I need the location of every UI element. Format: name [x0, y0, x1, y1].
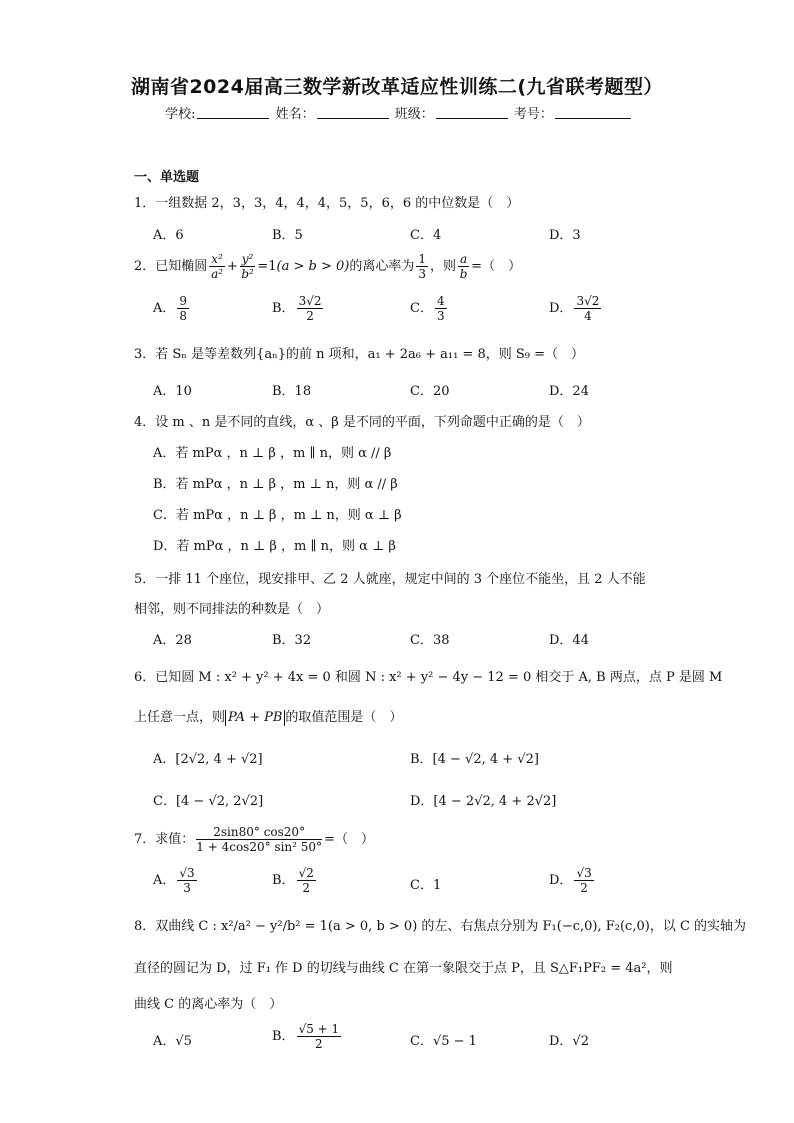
q1-option-b[interactable]: B．5 — [272, 228, 303, 243]
q2-stem-prefix: 2．已知椭圆 — [134, 259, 208, 274]
q4-option-a[interactable]: A．若 mPα ，n ⊥ β ，m ∥ n，则 α // β — [153, 446, 392, 461]
q2-option-d-num: 3√2 — [576, 294, 600, 308]
q3-option-b[interactable]: B．18 — [272, 384, 312, 399]
q7-option-d-num: √3 — [576, 866, 592, 880]
school-blank[interactable] — [197, 106, 269, 119]
q1-option-c[interactable]: C．4 — [410, 228, 442, 243]
q2-option-b-den: 2 — [306, 309, 314, 323]
q8-option-a[interactable]: A．√5 — [153, 1034, 192, 1049]
student-info-line — [0, 103, 794, 122]
q2-frac-x-den: a² — [211, 267, 224, 281]
q8-option-b-den: 2 — [315, 1037, 323, 1051]
q2-option-a-num: 9 — [179, 294, 188, 308]
q2-option-c[interactable] — [410, 294, 449, 323]
q2-option-a[interactable] — [153, 294, 191, 323]
q7-option-a-num: √3 — [179, 866, 195, 880]
question-8-stem-line1: 8．双曲线 C : x²/a² − y²/b² = 1(a > 0, b > 0) 的左、右焦点分别为 F₁(−c,0), F₂(c,0)，以 C 的实轴为 — [134, 919, 747, 934]
q7-frac-num: 2sin80° cos20° — [196, 825, 322, 840]
q5-option-a[interactable]: A．28 — [153, 633, 192, 648]
question-8-stem-line3: 曲线 C 的离心率为（ ） — [134, 997, 283, 1012]
q8-option-b-num: √5 + 1 — [298, 1022, 340, 1036]
q7-option-d[interactable] — [549, 866, 596, 895]
q2-frac-y-den: b² — [241, 267, 254, 281]
q5-option-b[interactable]: B．32 — [272, 633, 312, 648]
q7-option-c[interactable]: C．1 — [410, 878, 442, 893]
q8-option-d[interactable]: D．√2 — [549, 1034, 589, 1049]
q2-frac-x-num: x² — [211, 252, 223, 266]
q2-frac-ab — [458, 252, 469, 281]
q6-option-c[interactable]: C．[4 − √2, 2√2] — [153, 794, 264, 809]
q5-option-c[interactable]: C．38 — [410, 633, 450, 648]
question-6-stem-line1: 6．已知圆 M : x² + y² + 4x = 0 和圆 N : x² + y² − 4y − 12 = 0 相交于 A, B 两点，点 P 是圆 M — [134, 670, 723, 685]
question-6-stem-line2 — [134, 706, 402, 726]
q1-option-d[interactable]: D．3 — [549, 228, 581, 243]
q2-option-b-num: 3√2 — [298, 294, 322, 308]
q8-option-b-label: B． — [272, 1029, 295, 1044]
q3-option-d[interactable]: D．24 — [549, 384, 589, 399]
q2-option-b-label: B． — [272, 301, 295, 316]
q7-stem-prefix: 7．求值： — [134, 832, 195, 847]
class-blank[interactable] — [436, 106, 508, 119]
q7-option-d-label: D． — [549, 873, 573, 888]
q7-option-b-num: √2 — [298, 866, 314, 880]
q2-option-a-label: A． — [153, 301, 176, 316]
question-8-stem-line2: 直径的圆记为 D，过 F₁ 作 D 的切线与曲线 C 在第一象限交于点 P，且 S△F₁PF₂ = 4a²，则 — [134, 961, 673, 976]
q5-option-d[interactable]: D．44 — [549, 633, 589, 648]
q7-option-b[interactable] — [272, 866, 318, 895]
question-7-stem — [134, 825, 374, 854]
q7-option-a-label: A． — [153, 873, 176, 888]
exam-number-label: 考号： — [513, 107, 553, 122]
q7-option-a-den: 3 — [183, 881, 191, 895]
q2-frac-third — [416, 252, 428, 281]
name-label: 姓名： — [275, 107, 315, 122]
q2-end: =（ ） — [471, 259, 522, 274]
section-title: 一、单选题 — [134, 170, 200, 185]
q6-option-b[interactable]: B．[4 − √2, 4 + √2] — [410, 752, 539, 767]
q3-option-c[interactable]: C．20 — [410, 384, 450, 399]
q2-frac-x — [209, 252, 225, 281]
q7-stem-suffix: =（ ） — [324, 832, 374, 847]
q2-option-d[interactable] — [549, 294, 603, 323]
q4-option-b[interactable]: B．若 mPα ，n ⊥ β ，m ⊥ n，则 α // β — [153, 477, 398, 492]
school-label: 学校: — [165, 107, 196, 122]
q2-option-c-label: C． — [410, 301, 433, 316]
q7-option-b-den: 2 — [302, 881, 311, 895]
q2-mid: 的离心率为 — [349, 259, 415, 274]
q3-option-a[interactable]: A．10 — [153, 384, 192, 399]
q2-then: ，则 — [430, 259, 457, 274]
q6-option-d[interactable]: D．[4 − 2√2, 4 + 2√2] — [410, 794, 557, 809]
q6-vector-expression: PA + PB — [225, 710, 285, 726]
q8-option-c[interactable]: C．√5 − 1 — [410, 1034, 477, 1049]
q6-line2-prefix: 上任意一点，则 — [134, 710, 226, 725]
question-5-stem-line1: 5．一排 11 个座位，现安排甲、乙 2 人就座，规定中间的 3 个座位不能坐，且 2 人不能 — [134, 572, 646, 587]
question-3-stem: 3．若 Sₙ 是等差数列{aₙ}的前 n 项和，a₁ + 2a₆ + a₁₁ = 8，则 S₉ =（ ） — [134, 347, 585, 362]
name-blank[interactable] — [317, 106, 389, 119]
q6-line2-suffix: 的取值范围是（ ） — [285, 710, 403, 725]
q2-cond: (a > b > 0) — [276, 259, 350, 274]
question-2-stem: 2．已知椭圆 $\frac{\text{x²}}{\text{a²}}$ + $\frac{\text{y²}}{\text{b²}}$ =1(a > b > 0)的离心率为 $\frac{1}{3}$ ，则 $\frac{a}{b}$ =（ ） — [134, 252, 522, 281]
q2-frac-third-num: 1 — [418, 252, 426, 266]
q2-frac-y — [240, 252, 256, 281]
question-1-stem: 1．一组数据 2，3，3，4，4，4，5，5，6，6 的中位数是（ ） — [134, 196, 520, 211]
question-4-stem: 4．设 m 、n 是不同的直线，α 、β 是不同的平面，下列命题中正确的是（ ） — [134, 415, 590, 430]
q2-option-d-den: 4 — [584, 309, 592, 323]
q7-option-b-label: B． — [272, 873, 295, 888]
q2-option-d-label: D． — [549, 301, 573, 316]
q4-option-c[interactable]: C．若 mPα ，n ⊥ β ，m ⊥ n，则 α ⊥ β — [153, 508, 402, 523]
q2-option-a-den: 8 — [179, 309, 188, 323]
q2-frac-third-den: 3 — [418, 267, 426, 281]
q2-eq: =1 — [257, 259, 277, 274]
q7-option-a[interactable] — [153, 866, 199, 895]
exam-title: 湖南省2024届高三数学新改革适应性训练二(九省联考题型） — [130, 76, 664, 98]
question-5-stem-line2: 相邻，则不同排法的种数是（ ） — [134, 602, 330, 617]
q2-frac-ab-den: b — [459, 267, 468, 281]
q7-frac-den: 1 + 4cos20° sin² 50° — [196, 840, 323, 854]
q2-option-c-den: 3 — [436, 309, 445, 323]
class-label: 班级： — [394, 107, 434, 122]
q2-option-c-num: 4 — [436, 294, 445, 308]
exam-number-blank[interactable] — [555, 106, 631, 119]
q1-option-a[interactable]: A．6 — [153, 228, 184, 243]
q6-option-a[interactable]: A．[2√2, 4 + √2] — [153, 752, 263, 767]
q2-frac-ab-num: a — [460, 252, 468, 266]
q2-frac-y-num: y² — [241, 252, 254, 266]
q7-option-d-den: 2 — [580, 881, 588, 895]
q4-option-d[interactable]: D．若 mPα ，n ⊥ β ，m ∥ n，则 α ⊥ β — [153, 539, 396, 554]
q2-option-b[interactable] — [272, 294, 325, 323]
q8-option-b[interactable] — [272, 1022, 343, 1051]
